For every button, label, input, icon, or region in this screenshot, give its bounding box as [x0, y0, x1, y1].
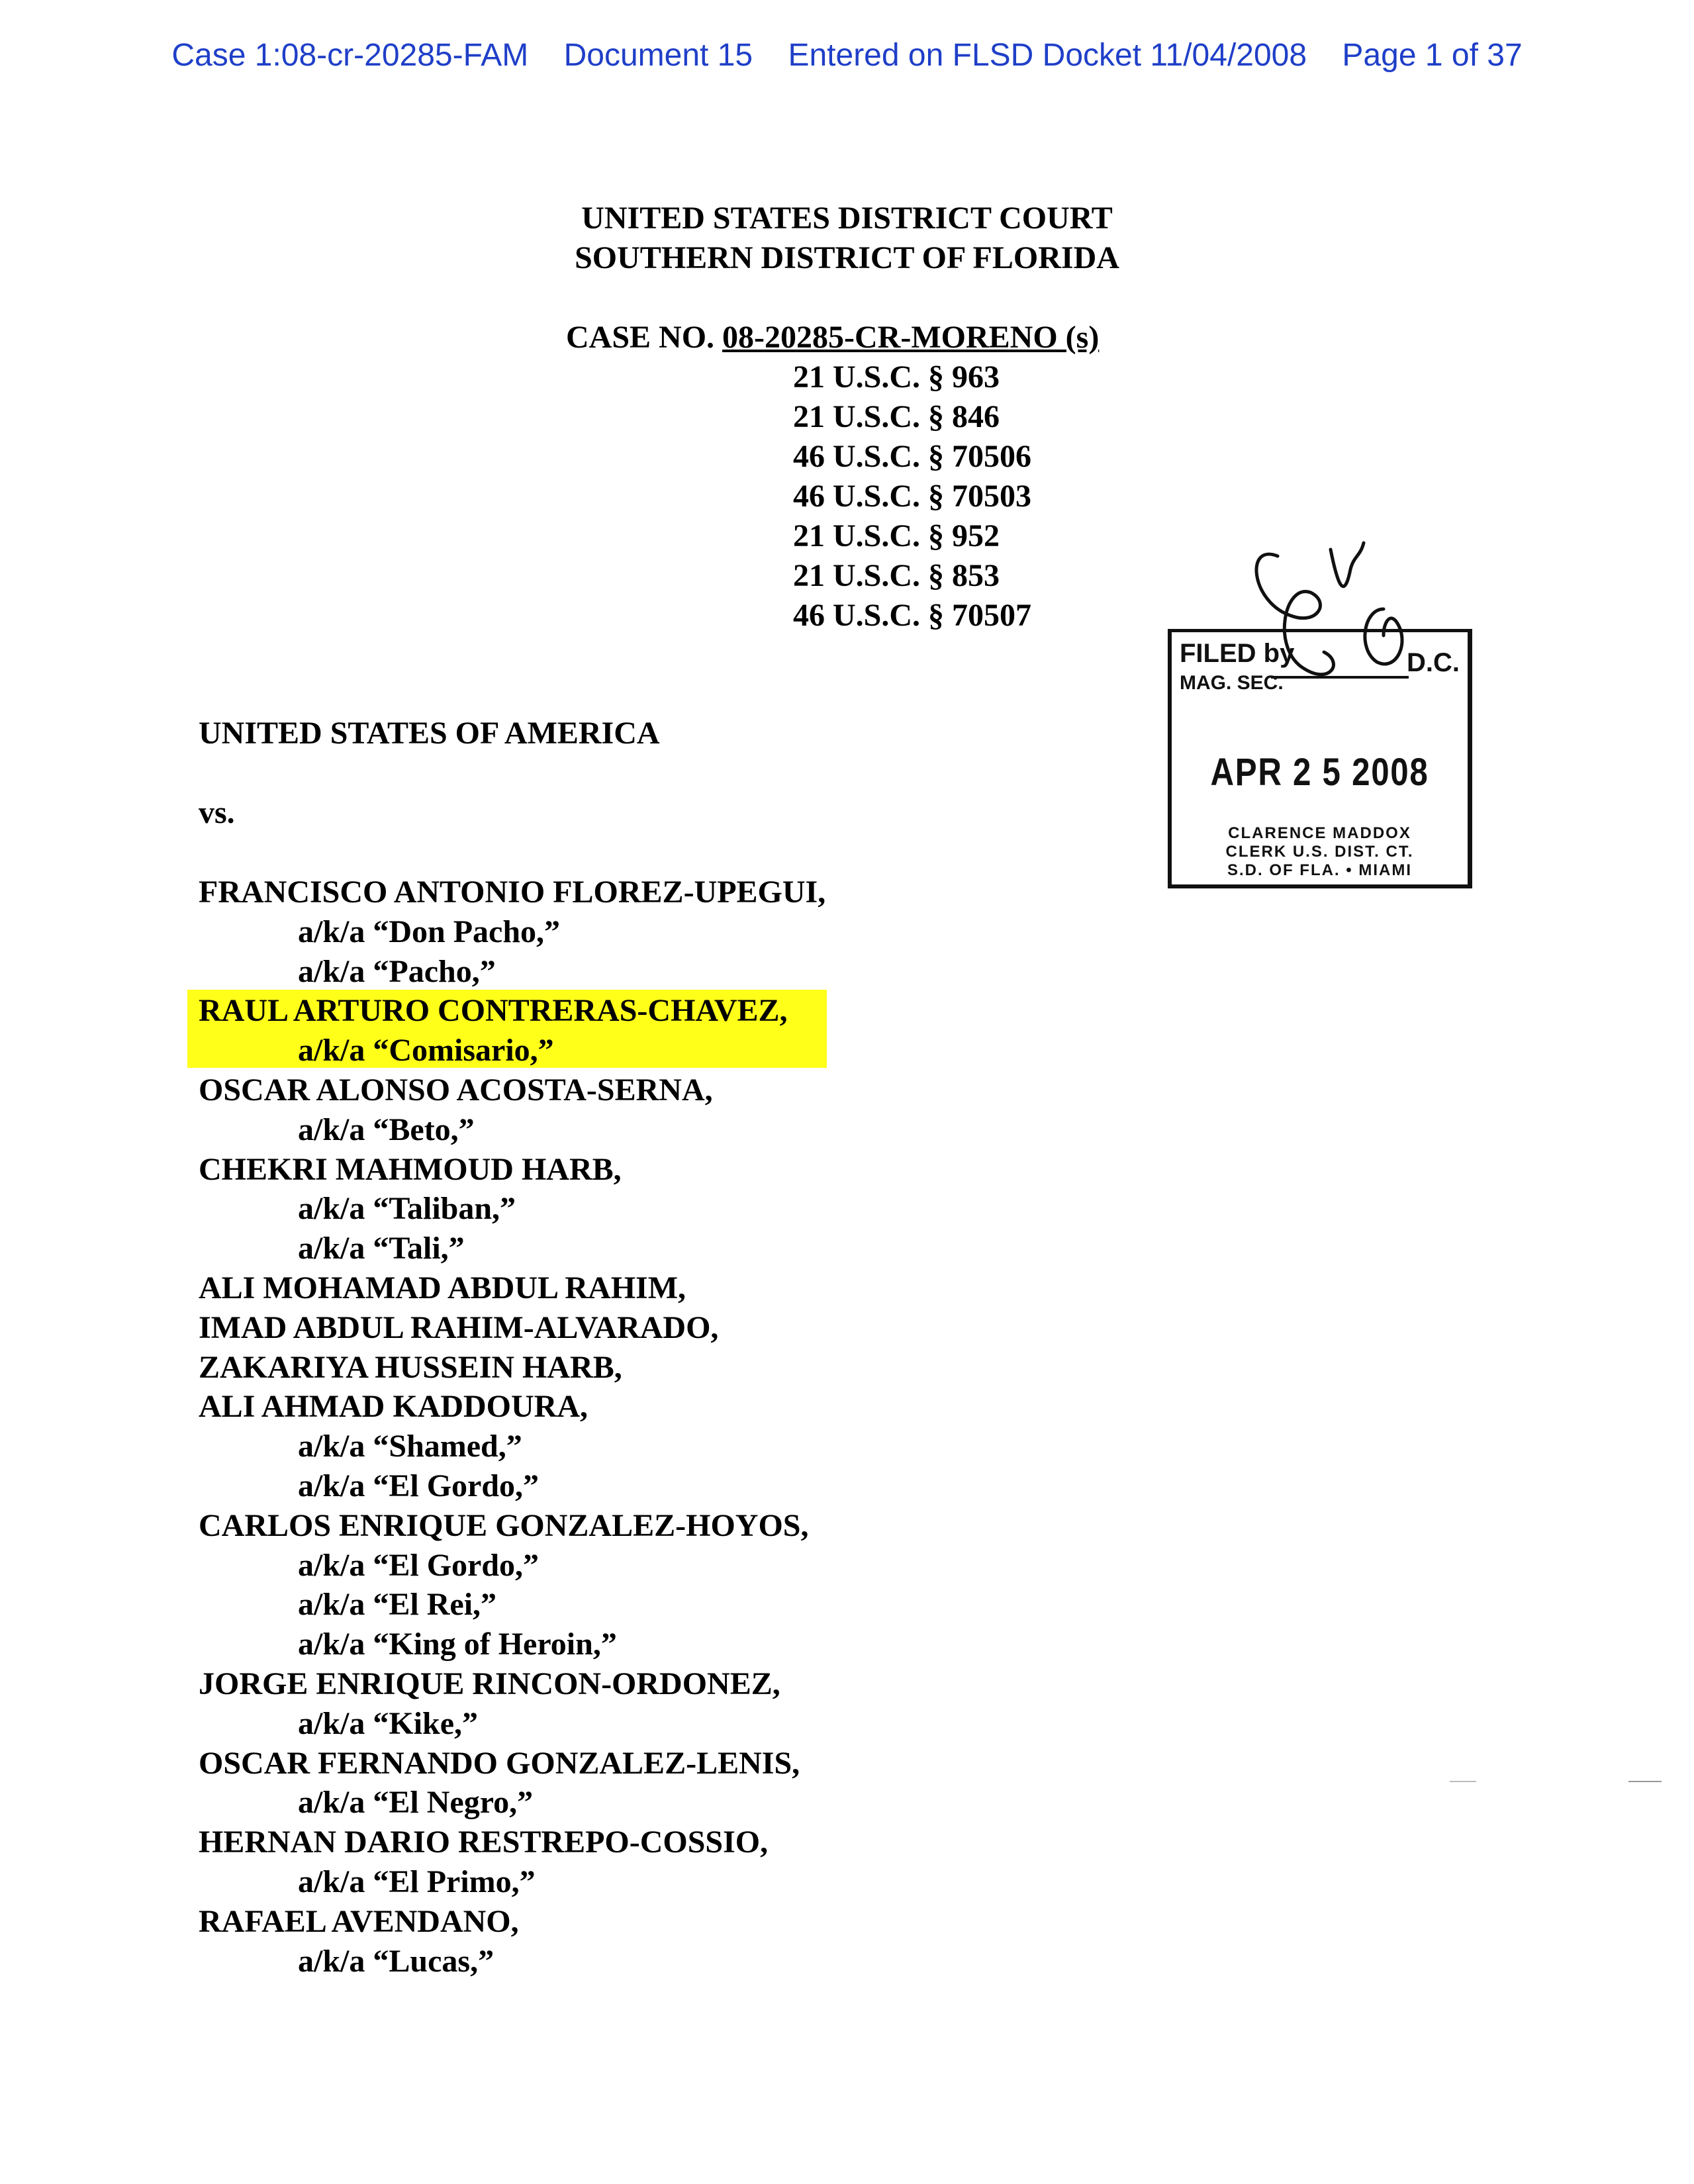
defendant-name: IMAD ABDUL RAHIM-ALVARADO,	[199, 1309, 719, 1345]
case-number-label: CASE NO.	[566, 320, 715, 355]
defendant-name: HERNAN DARIO RESTREPO-COSSIO,	[199, 1825, 769, 1860]
stamp-clerk-location: S.D. OF FLA. • MIAMI	[1227, 861, 1413, 879]
stamp-clerk-title: CLERK U.S. DIST. CT.	[1225, 843, 1414, 861]
statute: 21 U.S.C. § 963	[793, 359, 1000, 395]
defendant-name: OSCAR FERNANDO GONZALEZ-LENIS,	[199, 1745, 800, 1781]
defendant-name: CARLOS ENRIQUE GONZALEZ-HOYOS,	[199, 1507, 809, 1543]
defendant-name: ZAKARIYA HUSSEIN HARB,	[199, 1349, 622, 1385]
court-caption	[0, 199, 1694, 278]
defendant-alias: a/k/a “El Gordo,”	[298, 1547, 540, 1583]
defendant-name: CHEKRI MAHMOUD HARB,	[199, 1151, 622, 1187]
plaintiff: UNITED STATES OF AMERICA	[199, 716, 660, 751]
scan-artifact	[1628, 1781, 1662, 1782]
defendant-alias: a/k/a “Beto,”	[298, 1112, 475, 1147]
defendant-name: OSCAR ALONSO ACOSTA-SERNA,	[199, 1072, 713, 1108]
defendant-name: ALI AHMAD KADDOURA,	[199, 1389, 588, 1425]
statute: 46 U.S.C. § 70506	[793, 439, 1032, 474]
stamp-dc: D.C.	[1407, 648, 1460, 677]
statute: 21 U.S.C. § 853	[793, 558, 1000, 593]
defendant-alias: a/k/a “Tali,”	[298, 1231, 465, 1266]
statute: 21 U.S.C. § 952	[793, 518, 1000, 553]
court-name: UNITED STATES DISTRICT COURT	[581, 201, 1113, 236]
defendant-alias: a/k/a “El Primo,”	[298, 1864, 536, 1899]
defendant-alias: a/k/a “Don Pacho,”	[298, 914, 561, 949]
defendant-name: RAFAEL AVENDANO,	[199, 1903, 519, 1939]
case-number	[566, 318, 1099, 357]
case-number-value: 08-20285-CR-MORENO (s)	[722, 320, 1100, 355]
defendant-alias: a/k/a “Lucas,”	[298, 1943, 494, 1979]
defendant-alias: a/k/a “Kike,”	[298, 1705, 479, 1741]
defendant-name: ALI MOHAMAD ABDUL RAHIM,	[199, 1270, 686, 1306]
stamp-date: APR 2 5 2008	[1210, 751, 1429, 794]
court-district: SOUTHERN DISTRICT OF FLORIDA	[575, 240, 1119, 275]
defendant-name: RAUL ARTURO CONTRERAS-CHAVEZ,	[199, 993, 788, 1029]
defendant-name: FRANCISCO ANTONIO FLOREZ-UPEGUI,	[199, 875, 826, 910]
header-document: Document 15	[563, 38, 753, 73]
stamp-mag-sec: MAG. SEC.	[1180, 672, 1284, 694]
defendant-alias: a/k/a “El Gordo,”	[298, 1468, 540, 1503]
handwritten-signature	[1231, 530, 1443, 702]
docket-header	[0, 37, 1694, 73]
defendant-alias: a/k/a “Shamed,”	[298, 1429, 522, 1464]
defendant-list	[199, 873, 825, 1981]
defendant-alias: a/k/a “Taliban,”	[298, 1191, 516, 1227]
statute: 46 U.S.C. § 70503	[793, 479, 1032, 514]
defendant-alias: a/k/a “El Rei,”	[298, 1587, 497, 1623]
statute: 21 U.S.C. § 846	[793, 399, 1000, 434]
defendant-alias: a/k/a “King of Heroin,”	[298, 1627, 617, 1662]
stamp-filed-by: FILED by	[1180, 639, 1295, 668]
header-page: Page 1 of 37	[1342, 38, 1523, 73]
defendant-name: JORGE ENRIQUE RINCON-ORDONEZ,	[199, 1666, 780, 1701]
stamp-clerk-name: CLARENCE MADDOX	[1228, 824, 1411, 842]
stamp-clerk	[1172, 824, 1468, 880]
statute-list	[793, 357, 1031, 636]
defendant-alias: a/k/a “El Negro,”	[298, 1785, 534, 1821]
defendant-alias: a/k/a “Comisario,”	[298, 1033, 554, 1068]
header-entered: Entered on FLSD Docket 11/04/2008	[788, 38, 1307, 73]
scan-artifact	[1450, 1781, 1476, 1782]
header-case: Case 1:08-cr-20285-FAM	[171, 38, 529, 73]
statute: 46 U.S.C. § 70507	[793, 598, 1032, 633]
defendant-alias: a/k/a “Pacho,”	[298, 953, 496, 989]
versus: vs.	[199, 795, 235, 830]
